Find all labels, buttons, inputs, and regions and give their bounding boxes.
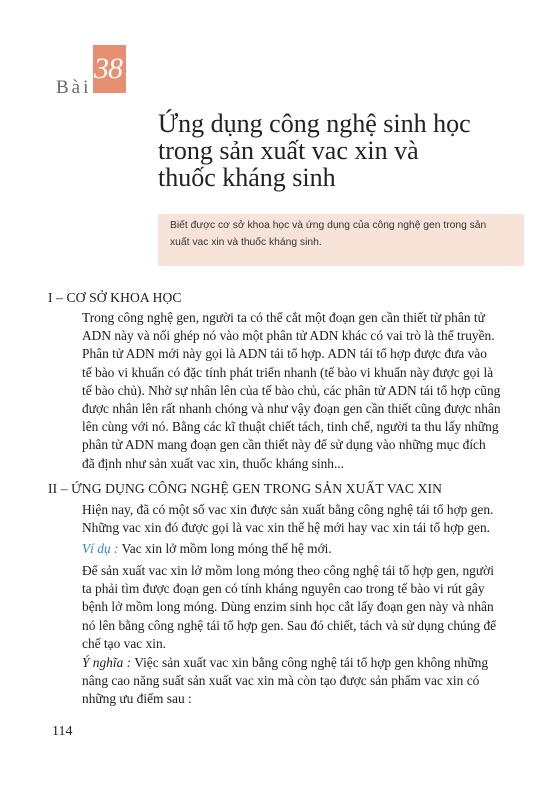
paragraph-line: những ưu điểm sau : — [82, 691, 192, 707]
paragraph-line: Phân tử ADN mới này gọi là ADN tái tổ hợp. ADN tái tổ hợp được đưa vào — [82, 346, 487, 362]
objective-line: xuất vac xin và thuốc kháng sinh. — [170, 237, 322, 248]
example-text: Vac xin lở mồm long móng thế hệ mới. — [121, 541, 332, 556]
lesson-number: 38 — [94, 52, 122, 85]
paragraph-line: nâng cao năng suất sản xuất vac xin mà còn tạo được sản phẩm vac xin có — [82, 673, 480, 689]
paragraph-line: ADN này và nối ghép nó vào một phân tử ADN khác có vai trò là thể truyền. — [82, 328, 495, 344]
title-line: thuốc kháng sinh — [158, 163, 336, 192]
paragraph-line: lên cùng với nó. Bằng các kĩ thuật chiết tách, tinh chế, người ta thu lấy những — [82, 419, 499, 435]
title-line: Ứng dụng công nghệ sinh học — [158, 109, 471, 138]
lesson-label: Bài — [56, 77, 92, 98]
meaning-text: Việc sản xuất vac xin bằng công nghệ tái tổ hợp gen không những — [134, 655, 489, 670]
meaning-first-line — [82, 654, 512, 672]
paragraph-line: chế tạo vac xin. — [82, 635, 167, 651]
paragraph-line: tế bào vi khuẩn có đặc tính phát triển nhanh (tế bào vi khuẩn này được gọi là — [82, 364, 494, 380]
section2-meaning — [82, 654, 512, 709]
example-label: Ví dụ : — [82, 541, 119, 556]
page-number: 114 — [52, 724, 73, 739]
section-heading-2: II – ỨNG DỤNG CÔNG NGHỆ GEN TRONG SẢN XUẤT VAC XIN — [48, 481, 443, 496]
title-line: trong sản xuất vac xin và — [158, 136, 419, 165]
paragraph-line: được nhân lên rất nhanh chóng và như vậy đoạn gen cần thiết cũng được nhân — [82, 401, 501, 417]
paragraph-line: Những vac xin đó được gọi là vac xin thế hệ mới hay vac xin tái tổ hợp gen. — [82, 520, 490, 536]
meaning-label: Ý nghĩa : — [82, 655, 132, 670]
paragraph-line: Hiện nay, đã có một số vac xin được sản xuất bằng công nghệ tái tổ hợp gen. — [82, 502, 494, 517]
paragraph-line: phân tử ADN mang đoạn gen cần thiết này để sử dụng vào những mục đích — [82, 437, 486, 453]
paragraph-line: đã định như sản xuất vac xin, thuốc kháng sinh... — [82, 455, 345, 471]
section2-intro — [82, 501, 512, 537]
lesson-title — [158, 110, 538, 191]
paragraph-line: Để sản xuất vac xin lở mồm long móng theo công nghệ tái tổ hợp gen, người — [82, 563, 494, 578]
paragraph-line: tế bào chủ). Nhờ sự nhân lên của tế bào chủ, các phân tử ADN tái tổ hợp cũng — [82, 382, 501, 398]
paragraph-line: nó lên bằng công nghệ tái tổ hợp gen. Sau đó chiết, tách và sử dụng chúng để — [82, 617, 497, 633]
paragraph-line: bệnh lở mồm long móng. Dùng enzim sinh học cắt lấy đoạn gen này và nhân — [82, 599, 494, 615]
section1-paragraph — [82, 309, 512, 473]
example-line — [82, 540, 512, 558]
objective-line: Biết được cơ sở khoa học và ứng dụng của công nghệ gen trong sản — [170, 220, 487, 231]
section-heading-1: I – CƠ SỞ KHOA HỌC — [48, 290, 182, 305]
section2-process — [82, 562, 512, 653]
paragraph-line: ta phải tìm được đoạn gen có tính kháng nguyên cao trong tế bào vi rút gây — [82, 581, 485, 597]
paragraph-line: Trong công nghệ gen, người ta có thể cắt một đoạn gen cần thiết từ phân tử — [82, 310, 485, 325]
objective-box — [158, 214, 524, 266]
